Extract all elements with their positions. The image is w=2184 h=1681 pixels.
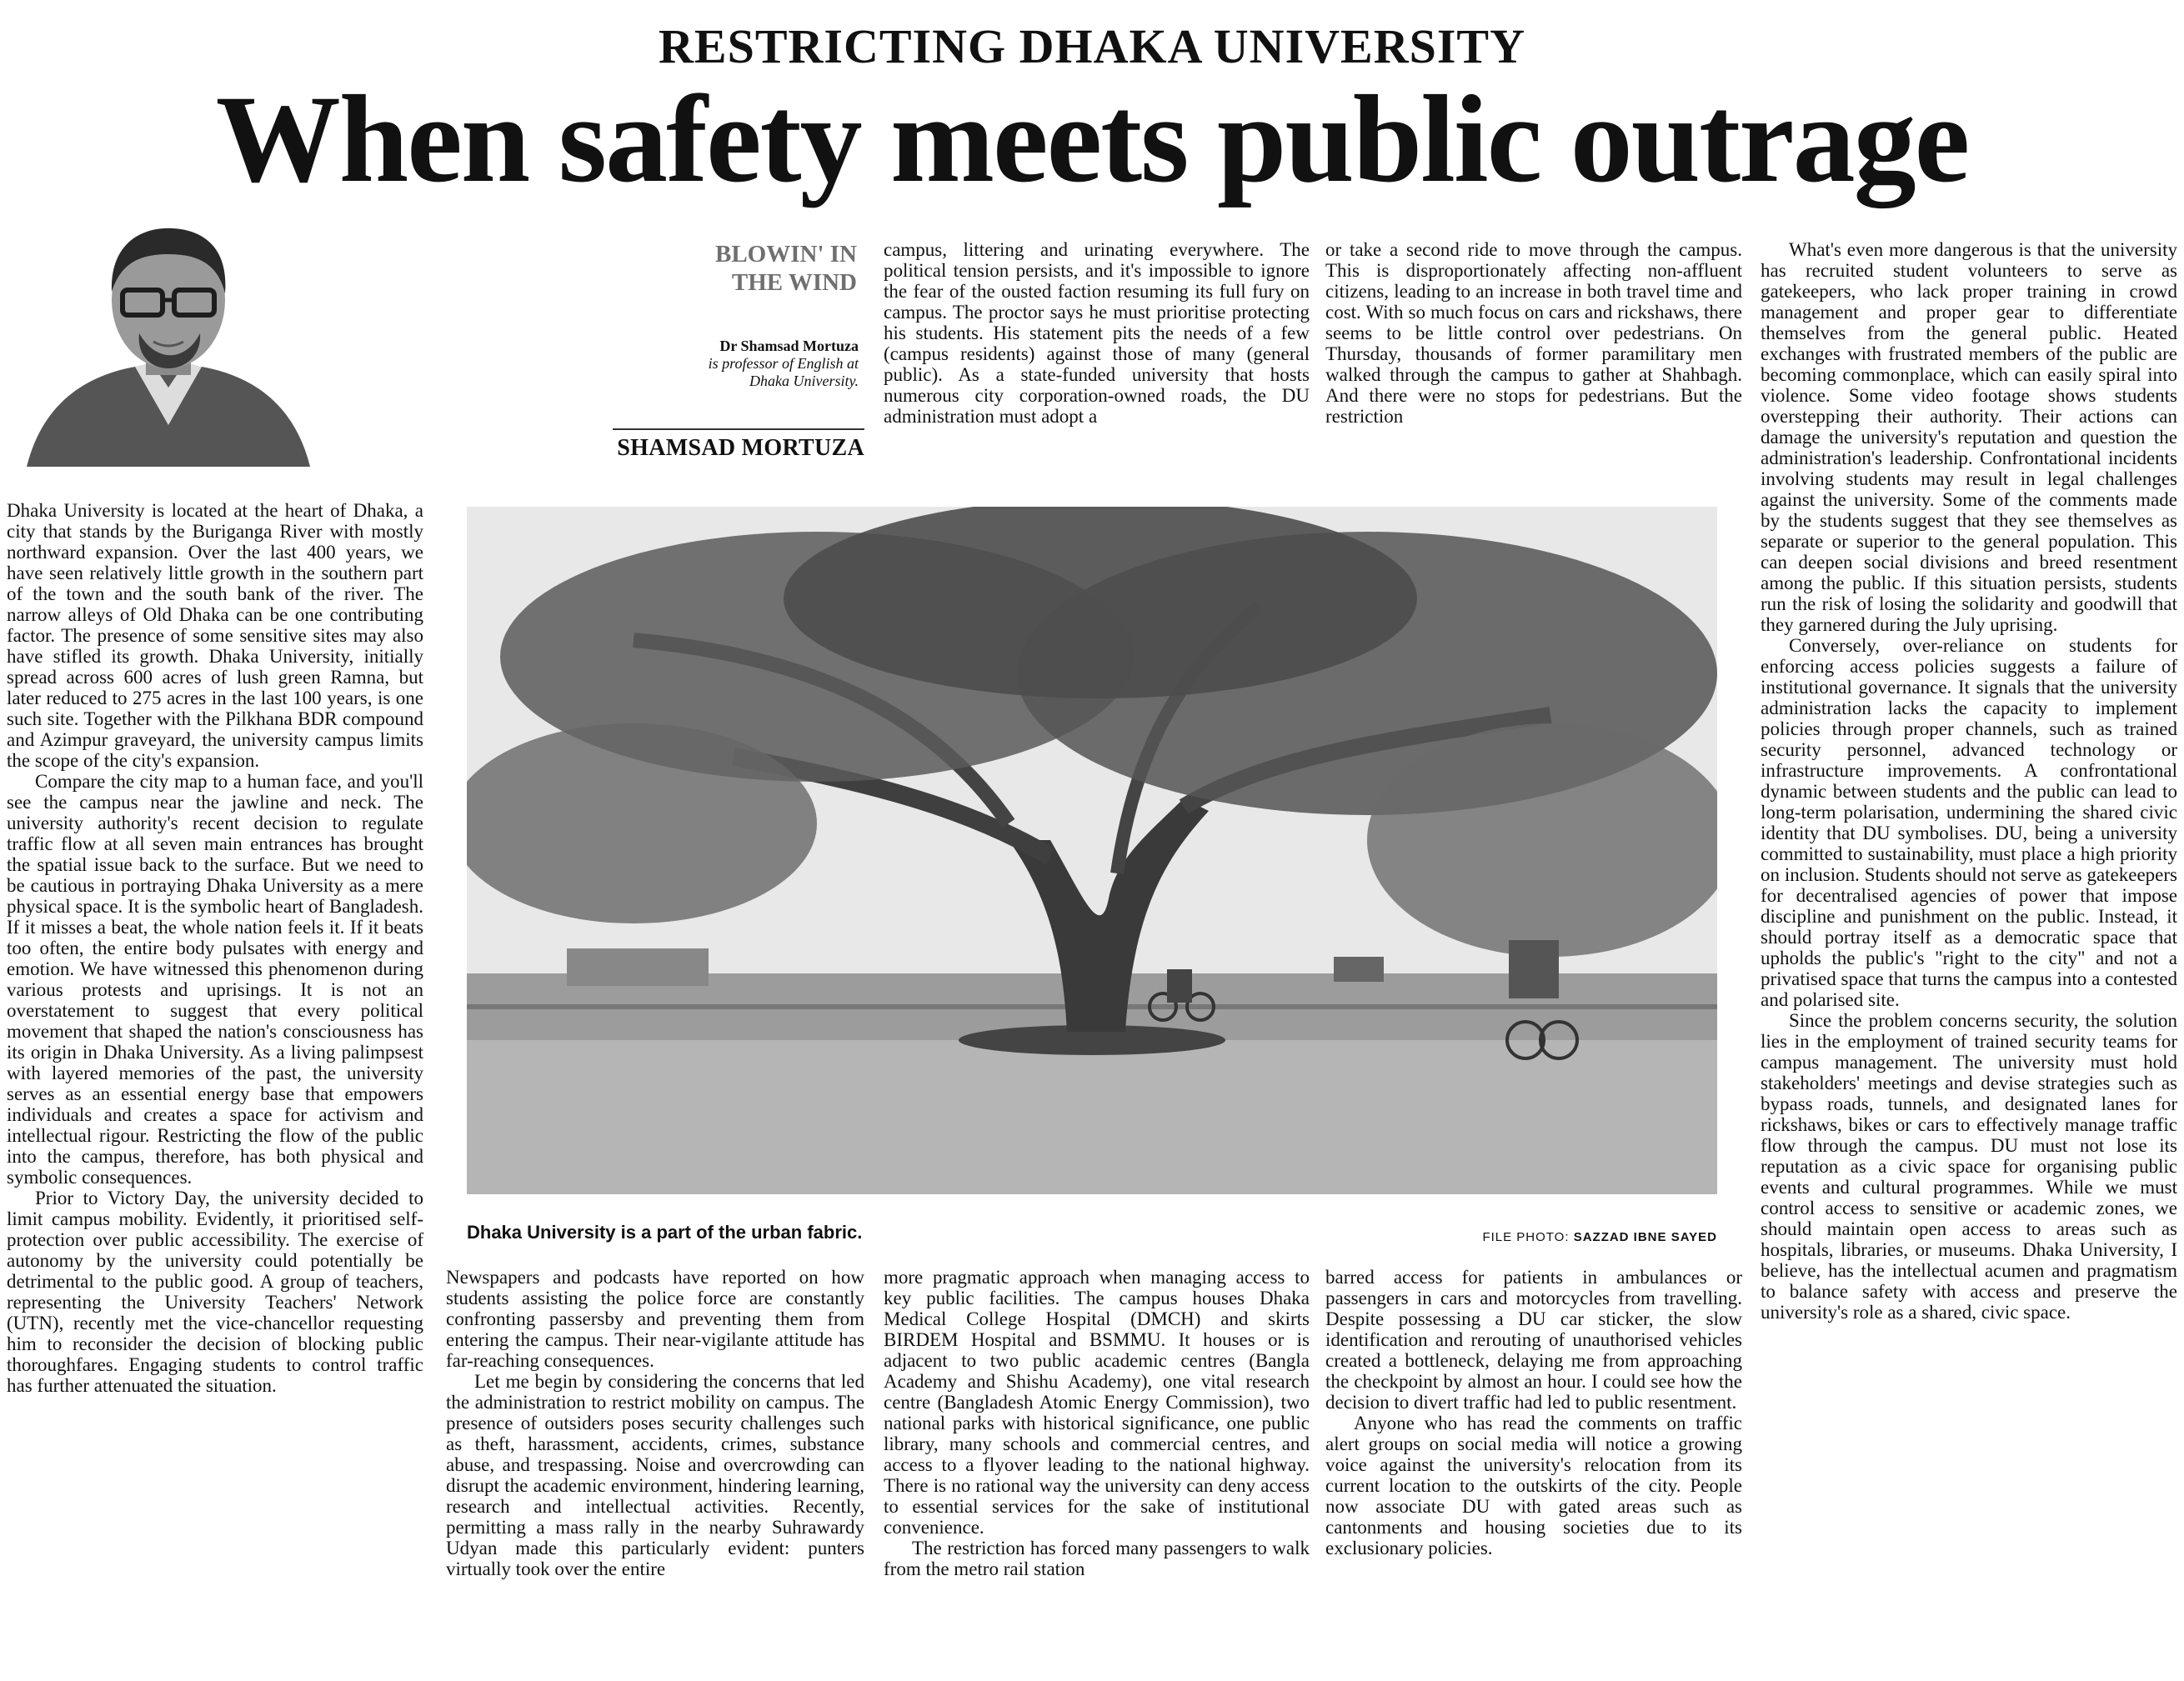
- column-label-line2: THE WIND: [731, 269, 857, 296]
- paragraph: barred access for patients in ambulances or passengers in cars and motorcycles from travelling. Despite possessing a DU car sticker, the slow identification and rerouting of unauthorised vehicles created a bottleneck, delaying me from approaching the checkpoint by almost an hour. I could see how the decision to divert traffic had led to public resentment.: [1325, 1267, 1742, 1413]
- paragraph: Prior to Victory Day, the university decided to limit campus mobility. Evidently, it prioritised self-protection over public accessibility. The exercise of autonomy by the university could potentially be detrimental to the public good. A group of teachers, representing the University Teachers' Network (UTN), recently met the vice-chancellor requesting him to reconsider the decision of blocking public thoroughfares. Engaging students to control traffic has further attenuated the situation.: [7, 1188, 423, 1396]
- photo-caption: Dhaka University is a part of the urban fabric.: [467, 1222, 863, 1243]
- author-bio: [617, 355, 859, 390]
- author-bio-line2: Dhaka University.: [749, 373, 859, 389]
- article-column-2-top: [884, 239, 1310, 473]
- paragraph: campus, littering and urinating everywhere. The political tension persists, and it's impossible to ignore the fear of the ousted faction resuming its full fury on campus. The proctor says he must prioritise protecting his students. His statement pits the needs of a few (campus residents) against those of many (general public). As a state-funded university that hosts numerous city corporation-owned roads, the DU administration must adopt a: [884, 239, 1310, 427]
- main-photo: [467, 507, 1717, 1194]
- paragraph: or take a second ride to move through the campus. This is disproportionately affecting non-affluent citizens, leading to an increase in both travel time and cost. With so much focus on cars and rickshaws, there seems to be little control over pedestrians. On Thursday, thousands of former paramilitary men walked through the campus to gather at Shahbagh. And there were no stops for pedestrians. But the restriction: [1325, 239, 1742, 427]
- section-kicker: RESTRICTING DHAKA UNIVERSITY: [659, 19, 1525, 73]
- author-photo: [10, 217, 327, 467]
- headline: When safety meets public outrage: [215, 70, 1969, 208]
- photo-credit-name: SAZZAD IBNE SAYED: [1573, 1230, 1717, 1244]
- photo-credit: [1447, 1230, 1717, 1244]
- paragraph: Let me begin by considering the concerns that led the administration to restrict mobility on campus. The presence of outsiders poses security challenges such as theft, harassment, accidents, crimes, substance abuse, and trespassing. Noise and overcrowding can disrupt the academic environment, hindering learning, research and intellectual activities. Recently, permitting a mass rally in the nearby Suhrawardy Udyan made this particularly evident: punters virtually took over the entire: [446, 1371, 864, 1579]
- photo-credit-prefix: FILE PHOTO:: [1482, 1230, 1574, 1244]
- article-column-1: [7, 500, 423, 1667]
- paragraph: What's even more dangerous is that the university has recruited student volunteers to serve as gatekeepers, who lack proper training in crowd management and proper gear to differentiate themselves from the general public. Heated exchanges with frustrated members of the public are becoming commonplace, which can easily spiral into violence. Some video footage shows students overstepping their authority. Their actions can damage the university's reputation and question the administration's leadership. Confrontational incidents involving students may result in legal challenges against the university. Some of the comments made by the students suggest that they see themselves as separate or superior to the general population. This can deepen social divisions and breed resentment among the public. If this situation persists, students run the risk of losing the solidarity and goodwill that they garnered during the July uprising.: [1761, 239, 2177, 635]
- article-column-4-bottom: [1325, 1267, 1742, 1671]
- article-column-3-bottom: [884, 1267, 1310, 1671]
- paragraph: Dhaka University is located at the heart of Dhaka, a city that stands by the Buriganga River with mostly northward expansion. Over the last 400 years, we have seen relatively little growth in the southern part of the town and the south bank of the river. The narrow alleys of Old Dhaka can be one contributing factor. The presence of some sensitive sites may also have stifled its growth. Dhaka University, initially spread across 600 acres of lush green Ramna, but later reduced to 275 acres in the last 100 years, is one such site. Together with the Pilkhana BDR compound and Azimpur graveyard, the university campus limits the scope of the city's expansion.: [7, 500, 423, 771]
- article-column-3-top: [1325, 239, 1742, 473]
- column-label-line1: BLOWIN' IN: [714, 241, 857, 268]
- paragraph: Compare the city map to a human face, and you'll see the campus near the jawline and neck. The university authority's recent decision to regulate traffic flow at all seven main entrances has brought the spatial issue back to the surface. But we need to be cautious in portraying Dhaka University as a mere physical space. It is the symbolic heart of Bangladesh. If it misses a beat, the whole nation feels it. If it beats too often, the entire body pulsates with energy and emotion. We have witnessed this phenomenon during various protests and uprisings. It is not an overstatement to suggest that every political movement that shaped the nation's consciousness has its origin in Dhaka University. As a living palimpsest with layered memories of the past, the university serves as an essential energy base that empowers individuals and creates a space for activism and intellectual rigour. Restricting the flow of the public into the campus, therefore, has both physical and symbolic consequences.: [7, 771, 423, 1188]
- author-byline: Dr Shamsad Mortuza: [719, 338, 859, 354]
- article-column-2-bottom: [446, 1267, 864, 1671]
- paragraph: Since the problem concerns security, the solution lies in the employment of trained security teams for campus management. The university must hold stakeholders' meetings and devise strategies such as bypass roads, tunnels, and designated lanes for rickshaws, bikes or cars to effectively manage traffic flow through the campus. DU must not lose its reputation as a civic space for organising public events and cultural programmes. While we must control access to sensitive or academic zones, we should maintain open access to areas such as hospitals, libraries, or museums. Dhaka University, I believe, has the intellectual acumen and pragmatism to balance safety with access and preserve the university's role as a shared, civic space.: [1761, 1010, 2177, 1323]
- paragraph: The restriction has forced many passengers to walk from the metro rail station: [884, 1538, 1310, 1579]
- paragraph: Conversely, over-reliance on students for enforcing access policies suggests a failure of institutional governance. It signals that the university administration lacks the capacity to implement policies through proper channels, such as trained security personnel, advanced technology or infrastructure improvements. A confrontational dynamic between students and the public can lead to long-term polarisation, undermining the shared civic identity that DU symbolises. DU, being a university committed to sustainability, must place a high priority on inclusion. Students should not serve as gatekeepers for decentralised agencies of power that impose discipline and punishment on the public. Instead, it should portray itself as a democratic space that upholds the public's "right to the city" and not a privatised space that turns the campus into a contested and polarised site.: [1761, 635, 2177, 1010]
- paragraph: more pragmatic approach when managing access to key public facilities. The campus houses Dhaka Medical College Hospital (DMCH) and skirts BIRDEM Hospital and BSMMU. It houses or is adjacent to two public academic centres (Bangla Academy and Shishu Academy), one vital research centre (Bangladesh Atomic Energy Commission), two national parks with historical significance, one public library, many schools and commercial centres, and access to a flyover leading to the national highway. There is no rational way the university can deny access to essential services for the sake of institutional convenience.: [884, 1267, 1310, 1538]
- author-bio-line1: is professor of English at: [708, 355, 859, 372]
- paragraph: Anyone who has read the comments on traffic alert groups on social media will notice a growing voice against the university's relocation from its current location to the outskirts of the city. People now associate DU with gated areas such as cantonments and housing societies due to its exclusionary policies.: [1325, 1413, 1742, 1558]
- name-divider: [613, 428, 864, 430]
- article-column-4: [1761, 239, 2177, 1668]
- column-label: [642, 240, 857, 297]
- paragraph: Newspapers and podcasts have reported on how students assisting the police force are constantly confronting passersby and preventing them from entering the campus. Their near-vigilante attitude has far-reaching consequences.: [446, 1267, 864, 1371]
- author-name: SHAMSAD MORTUZA: [617, 435, 864, 461]
